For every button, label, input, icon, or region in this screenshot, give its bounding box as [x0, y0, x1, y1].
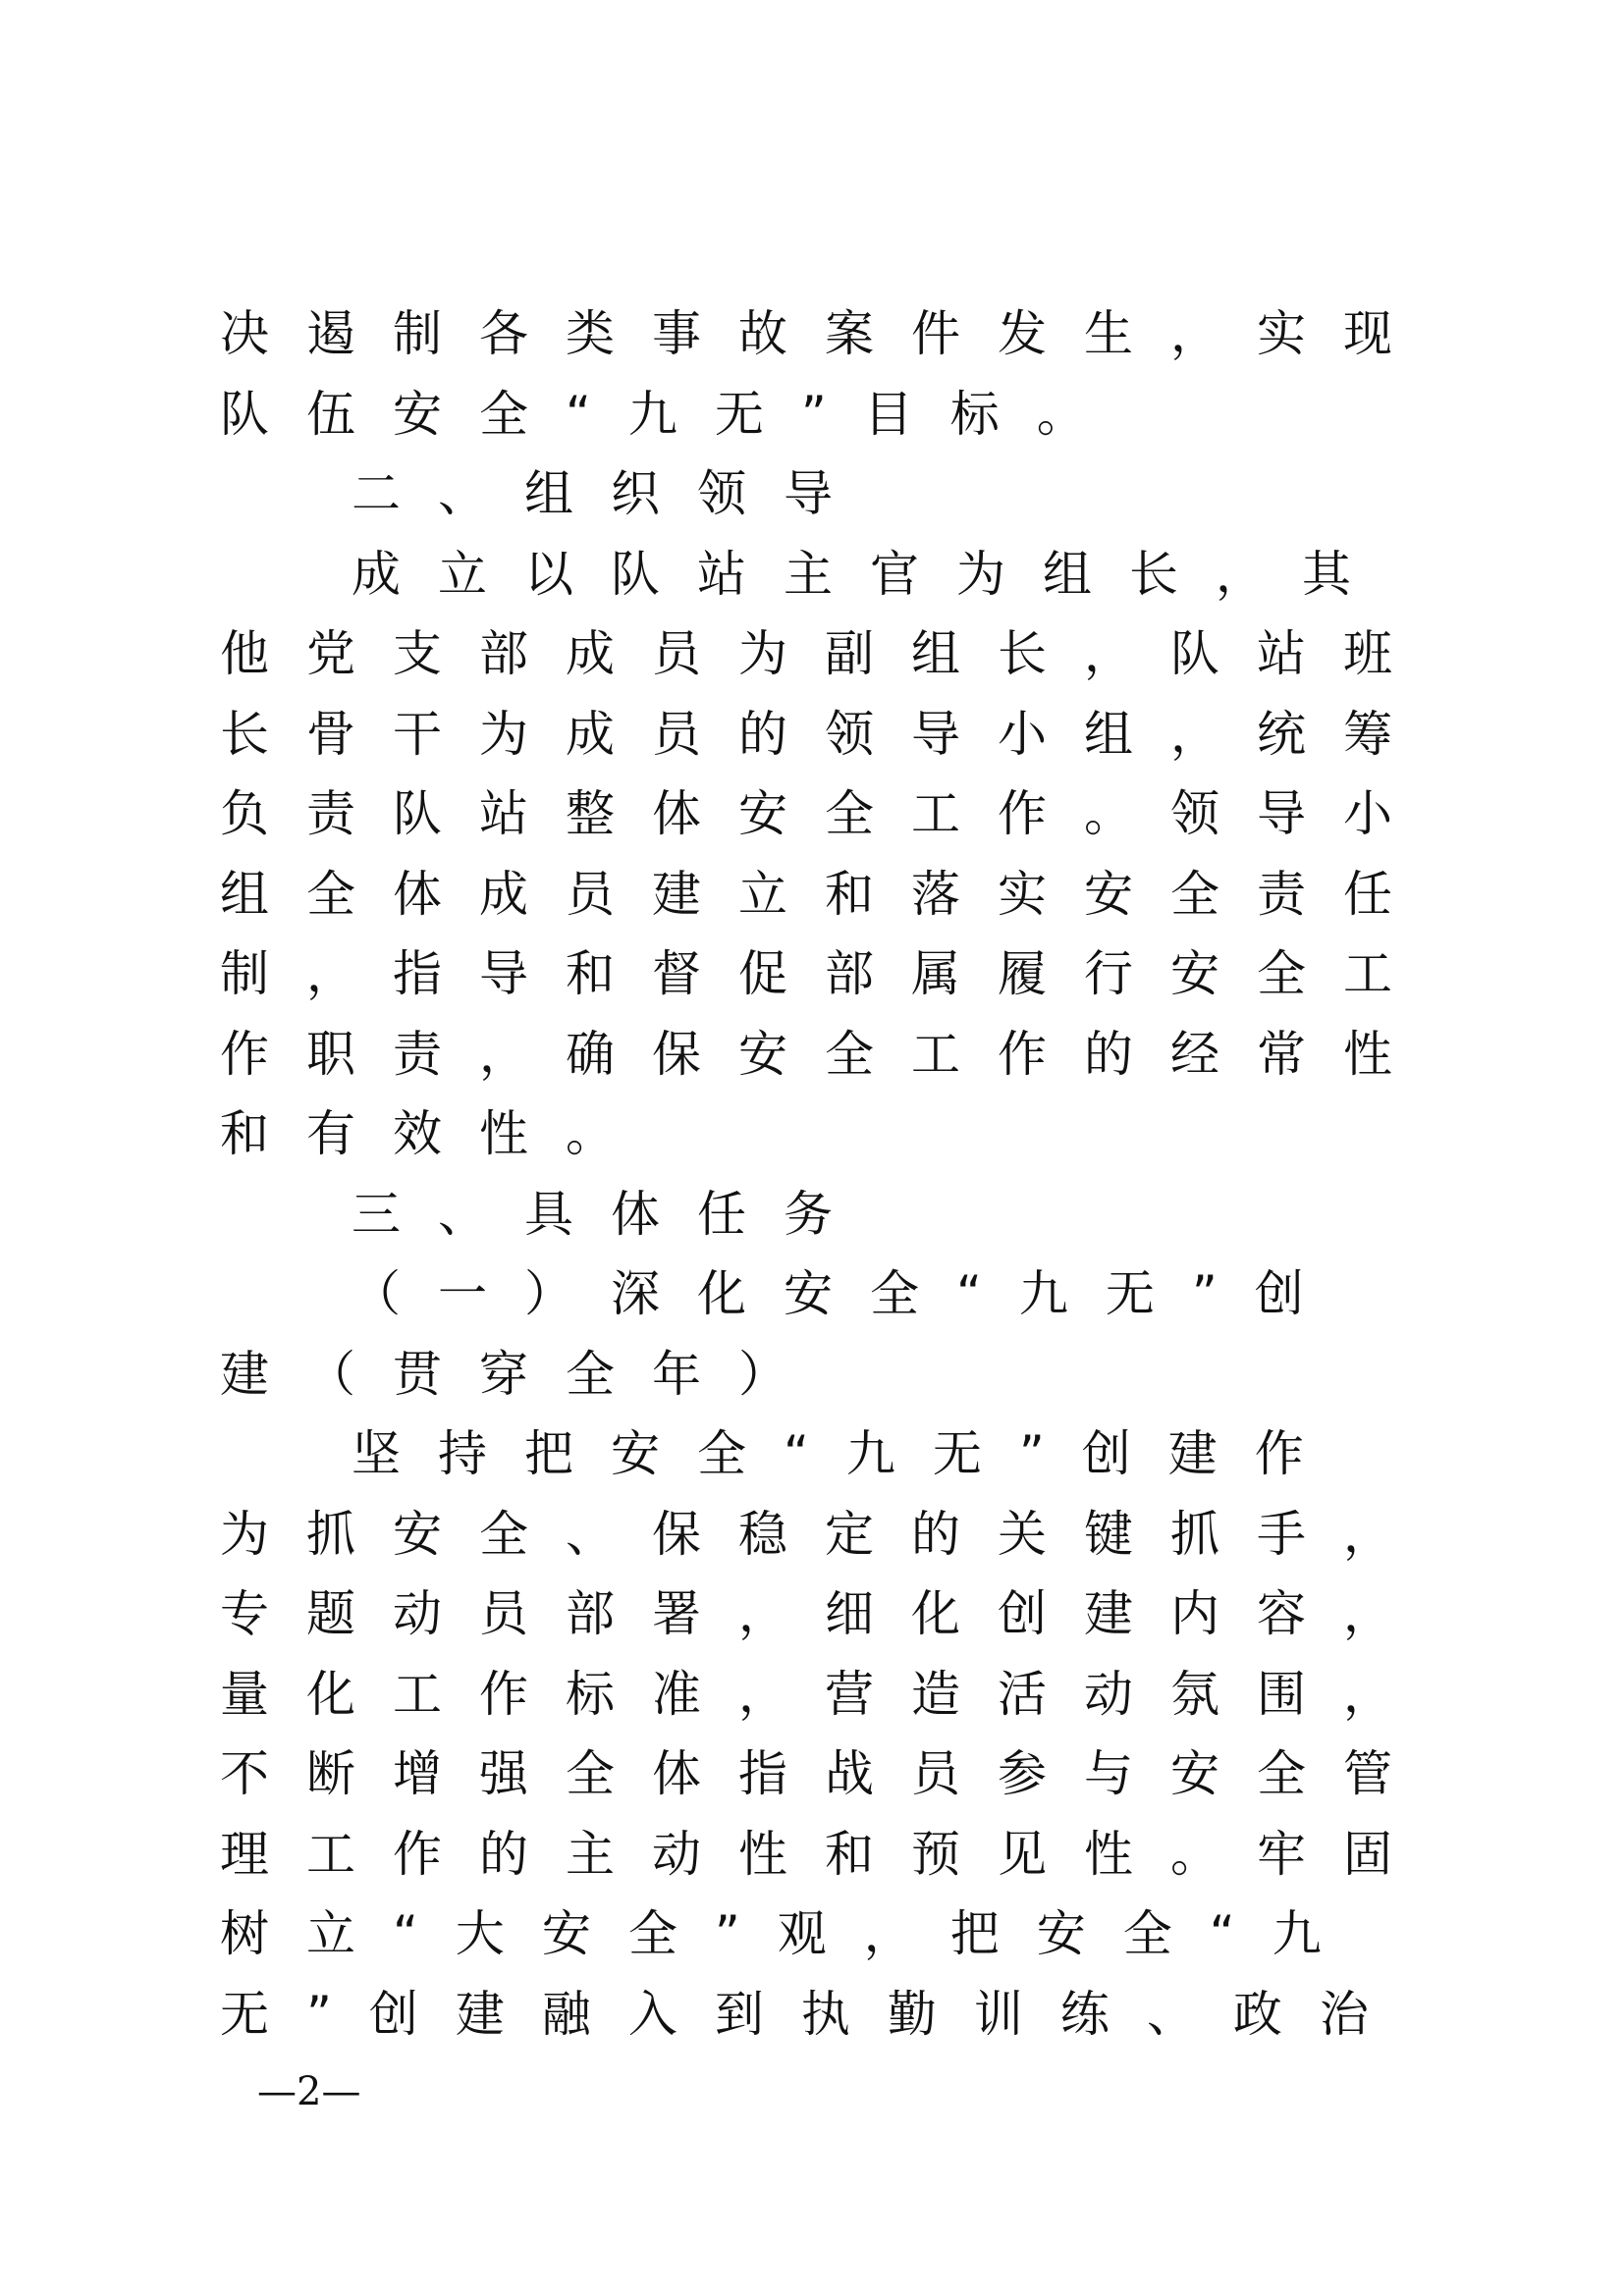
- text-line: 专题动员部署，细化创建内容，: [220, 1585, 1430, 1642]
- text-line: 长骨干为成员的领导小组，统筹: [220, 705, 1430, 763]
- body-text: [220, 294, 1430, 2055]
- text-line: 无”创建融入到执勤训练、政治: [220, 1985, 1406, 2043]
- text-line: 成立以队站主官为组长，其: [352, 545, 1388, 603]
- text-line: 作职责，确保安全工作的经常性: [220, 1025, 1430, 1083]
- text-line: 和有效性。: [220, 1105, 652, 1162]
- text-line: 为抓安全、保稳定的关键抓手，: [220, 1505, 1430, 1563]
- text-line: 树立“大安全”观，把安全“九: [220, 1905, 1359, 1962]
- text-line: 组全体成员建立和落实安全责任: [220, 865, 1430, 923]
- text-line: 不断增强全体指战员参与安全管: [220, 1745, 1430, 1802]
- text-line: 负责队站整体安全工作。领导小: [220, 785, 1430, 842]
- section-heading: 三、具体任务: [352, 1185, 870, 1243]
- subsection-heading: 建（贯穿全年）: [220, 1345, 825, 1403]
- text-line: 决遏制各类事故案件发生，实现: [220, 305, 1430, 362]
- page-number: —2—: [257, 2069, 361, 2114]
- text-line: 制，指导和督促部属履行安全工: [220, 945, 1430, 1002]
- section-heading: 二、组织领导: [352, 465, 870, 522]
- text-line: 坚持把安全“九无”创建作: [352, 1425, 1341, 1482]
- subsection-heading: （一）深化安全“九无”创: [352, 1265, 1341, 1322]
- text-line: 队伍安全“九无”目标。: [220, 385, 1123, 443]
- text-line: 理工作的主动性和预见性。牢固: [220, 1825, 1430, 1883]
- text-line: 他党支部成员为副组长，队站班: [220, 625, 1430, 682]
- text-line: 量化工作标准，营造活动氛围，: [220, 1665, 1430, 1723]
